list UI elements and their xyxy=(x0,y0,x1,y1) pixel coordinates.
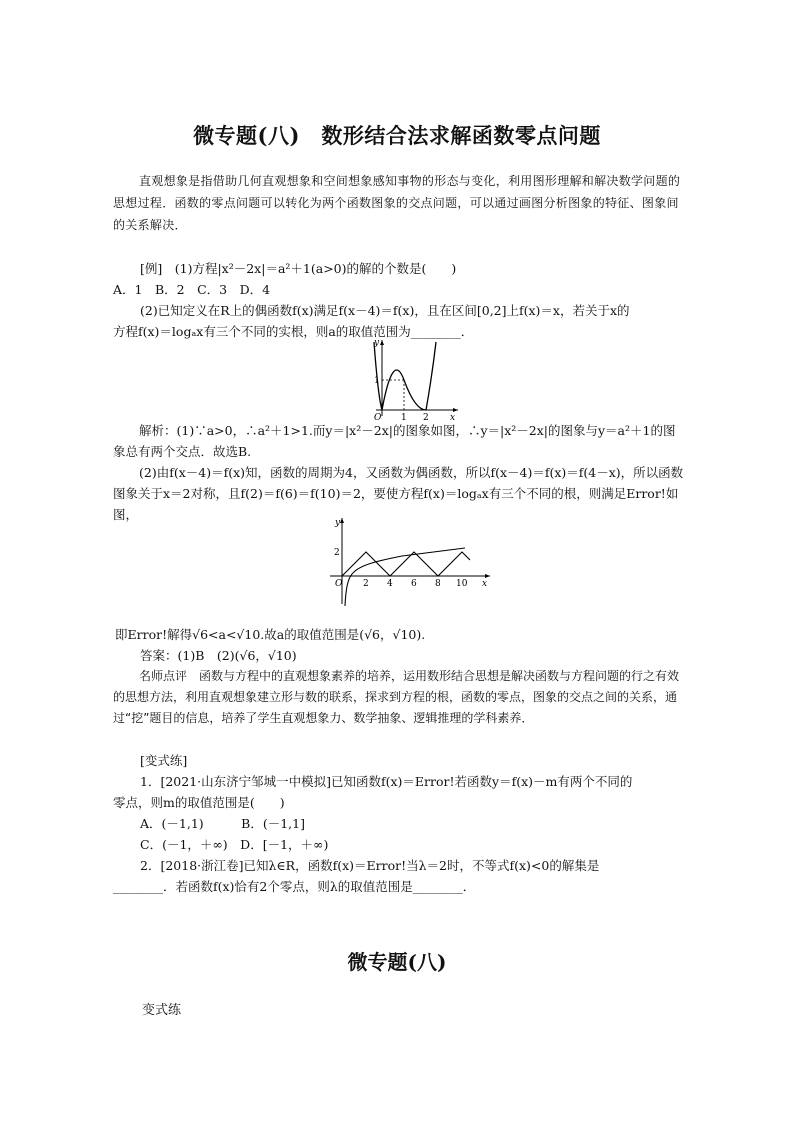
y-axis-arrow xyxy=(380,340,384,345)
answer-line: 答案：(1)B (2)(√6，√10) xyxy=(140,648,297,663)
origin-label: O xyxy=(374,413,382,420)
x-tick-4: 4 xyxy=(387,579,393,589)
x-tick-8: 8 xyxy=(435,579,441,589)
practice-label: [变式练] xyxy=(140,753,188,768)
section-sub-label: 变式练 xyxy=(142,1003,182,1018)
practice-q1-line1: 1．[2021·山东济宁邹城一中模拟]已知函数f(x)＝Error!若函数y＝f(x)－m有两个不同的 xyxy=(140,774,633,789)
page-title: 微专题(八) 数形结合法求解函数零点问题 xyxy=(193,123,601,148)
practice-q1-options-cd: C．(－1，＋∞) D．[－1，＋∞) xyxy=(140,837,329,852)
solution-part2: (2)由f(x－4)＝f(x)知，函数的周期为4，又函数为偶函数，所以f(x－4)＝f(x)＝f(4－x)，所以函数图象关于x＝2对称，且f(2)＝f(6)＝f(10)＝2，要使方程f(x)＝logₐx有三个不同的根，则满足Error!如图， xyxy=(113,465,684,522)
y-tick-2: 2 xyxy=(334,548,340,558)
y-axis-arrow xyxy=(340,518,344,523)
solution-part1: 解析：(1)∵a>0，∴a²＋1>1.而y＝|x²－2x|的图象如图，∴y＝|x²－2x|的图象与y＝a²＋1的图象总有两个交点．故选B. xyxy=(113,423,676,459)
solution-part3: 即Error!解得√6<a<√10.故a的取值范围是(√6，√10). xyxy=(115,627,426,642)
origin-label: O xyxy=(335,579,343,589)
x-axis-arrow xyxy=(453,408,458,412)
example-question-2-line1: (2)已知定义在R上的偶函数f(x)满足f(x－4)＝f(x)，且在区间[0,2]上f(x)＝x，若关于x的 xyxy=(140,303,630,318)
x-label: x xyxy=(482,579,488,589)
y-tick-1: 1 xyxy=(374,376,380,386)
curve-abs-quadratic xyxy=(374,342,436,410)
practice-q1-options-ab: A．(－1,1) B．(－1,1] xyxy=(140,816,305,831)
x-tick-10: 10 xyxy=(456,579,468,589)
intro-paragraph: 直观想象是指借助几何直观想象和空间想象感知事物的形态与变化，利用图形理解和解决数学问题的思想过程．函数的零点问题可以转化为两个函数图象的交点问题，可以通过画图分析图象的特征、图象间的关系解决． xyxy=(113,174,681,232)
x-axis-arrow xyxy=(485,574,490,578)
example-question-1: [例] (1)方程|x²－2x|＝a²＋1(a>0)的解的个数是( ) xyxy=(140,261,457,276)
x-tick-2: 2 xyxy=(423,413,429,420)
graph-periodic-and-log xyxy=(322,514,494,606)
x-label: x xyxy=(450,413,456,420)
x-tick-2: 2 xyxy=(363,579,369,589)
practice-q2-line1: 2．[2018·浙江卷]已知λ∈R，函数f(x)＝Error!当λ＝2时，不等式f(x)<0的解集是 xyxy=(140,858,600,873)
y-label: y xyxy=(374,338,380,348)
section-title: 微专题(八) xyxy=(347,950,447,974)
example-q1-options: A．1 B．2 C．3 D．4 xyxy=(113,282,271,297)
example-question-2-line2: 方程f(x)＝logₐx有三个不同的实根，则a的取值范围为________． xyxy=(113,324,474,339)
y-label: y xyxy=(335,518,341,528)
log-curve xyxy=(345,548,465,606)
practice-q2-line2: ________．若函数f(x)恰有2个零点，则λ的取值范围是________． xyxy=(113,879,476,894)
practice-q1-line2: 零点，则m的取值范围是( ) xyxy=(113,795,285,810)
graph-abs-quadratic xyxy=(360,336,460,420)
teacher-comment: 名师点评 函数与方程中的直观想象素养的培养，运用数形结合思想是解决函数与方程问题的行之有效的思想方法，利用直观想象建立形与数的联系，探求到方程的根，函数的零点，图象的交点之间的关系，通过“挖”题目的信息，培养了学生直观想象力、数学抽象、逻辑推理的学科素养． xyxy=(113,669,680,725)
x-tick-1: 1 xyxy=(401,413,407,420)
x-tick-6: 6 xyxy=(411,579,417,589)
